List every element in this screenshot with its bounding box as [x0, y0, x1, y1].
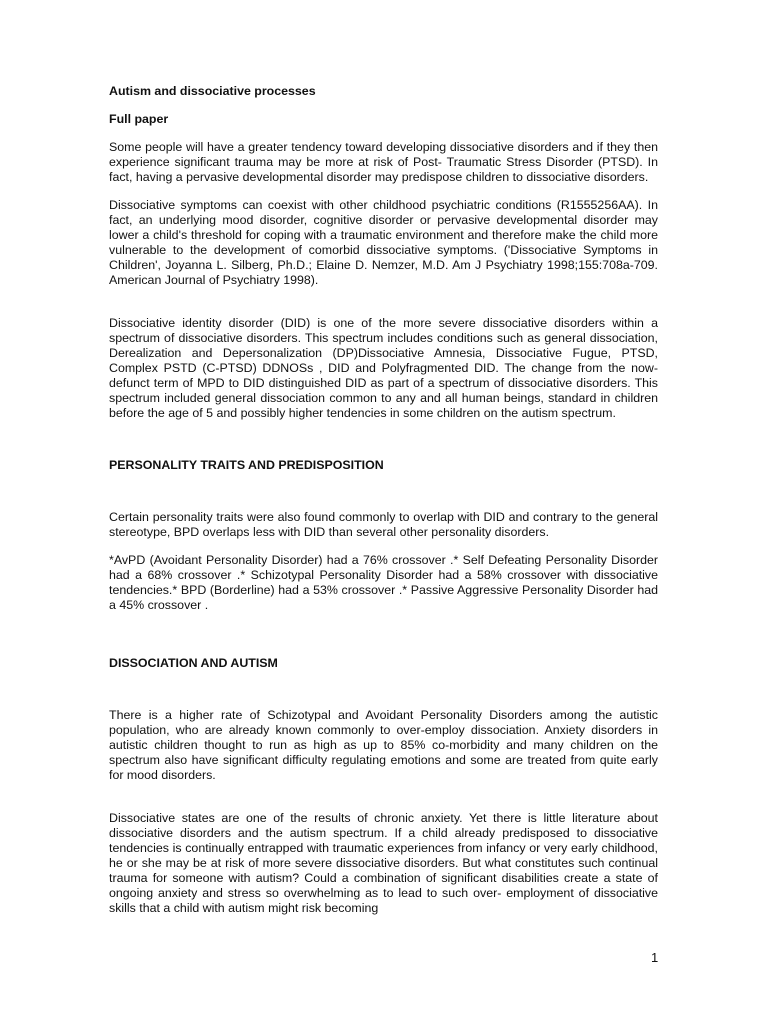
- document-subtitle: Full paper: [109, 112, 169, 126]
- intro-paragraph-2: Dissociative symptoms can coexist with other childhood psychiatric conditions (R1555256AA). In fact, an underlying mood disorder, cognitive disorder or pervasive developmental disorder may lower a child's threshold for coping with a traumatic environment and therefore make the child more vulnerable to the development of comorbid dissociative symptoms. ('Dissociative Symptoms in Children', Joyanna L. Silberg, Ph.D.; Elaine D. Nemzer, M.D. Am J Psychiatry 1998;155:708a-709. American Journal of Psychiatry 1998).: [109, 198, 658, 287]
- document-body: [109, 84, 658, 929]
- personality-paragraph-1: Certain personality traits were also found commonly to overlap with DID and contrary to the general stereotype, BPD overlaps less with DID than several other personality disorders.: [109, 510, 658, 539]
- document-title: Autism and dissociative processes: [109, 84, 316, 98]
- page-number: 1: [651, 950, 659, 965]
- intro-paragraph-3: Dissociative identity disorder (DID) is one of the more severe dissociative disorders within a spectrum of dissociative disorders. This spectrum includes conditions such as general dissociation, Derealization and Depersonalization (DP)Dissociative Amnesia, Dissociative Fugue, PTSD, Complex PSTD (C-PTSD) DDNOSs , DID and Polyfragmented DID. The change from the now-defunct term of MPD to DID distinguished DID as part of a spectrum of dissociative disorders. This spectrum included general dissociation common to any and all human beings, standard in children before the age of 5 and possibly higher tendencies in some children on the autism spectrum.: [109, 316, 658, 420]
- personality-paragraph-2: *AvPD (Avoidant Personality Disorder) had a 76% crossover .* Self Defeating Personality Disorder had a 68% crossover .* Schizotypal Personality Disorder had a 58% crossover with dissociative tendencies.* BPD (Borderline) had a 53% crossover .* Passive Aggressive Personality Disorder had a 45% crossover .: [109, 553, 658, 612]
- section-heading-personality: PERSONALITY TRAITS AND PREDISPOSITION: [109, 458, 384, 472]
- intro-paragraph-1: Some people will have a greater tendency toward developing dissociative disorders and if they then experience significant trauma may be more at risk of Post- Traumatic Stress Disorder (PTSD). In fact, having a pervasive developmental disorder may predispose children to dissociative disorders.: [109, 140, 658, 184]
- dissociation-paragraph-2: Dissociative states are one of the results of chronic anxiety. Yet there is little literature about dissociative disorders and the autism spectrum. If a child already predisposed to dissociative tendencies is continually entrapped with traumatic experiences from infancy or very early childhood, he or she may be at risk of more severe dissociative disorders. But what constitutes such continual trauma for someone with autism? Could a combination of significant disabilities create a state of ongoing anxiety and stress so overwhelming as to lead to such over- employment of dissociative skills that a child with autism might risk becoming: [109, 811, 658, 915]
- section-heading-dissociation-autism: DISSOCIATION AND AUTISM: [109, 656, 278, 670]
- dissociation-paragraph-1: There is a higher rate of Schizotypal and Avoidant Personality Disorders among the autistic population, who are already known commonly to over-employ dissociation. Anxiety disorders in autistic children thought to run as high as up to 85% co-morbidity and many children on the spectrum also have significant difficulty regulating emotions and some are treated from quite early for mood disorders.: [109, 708, 658, 782]
